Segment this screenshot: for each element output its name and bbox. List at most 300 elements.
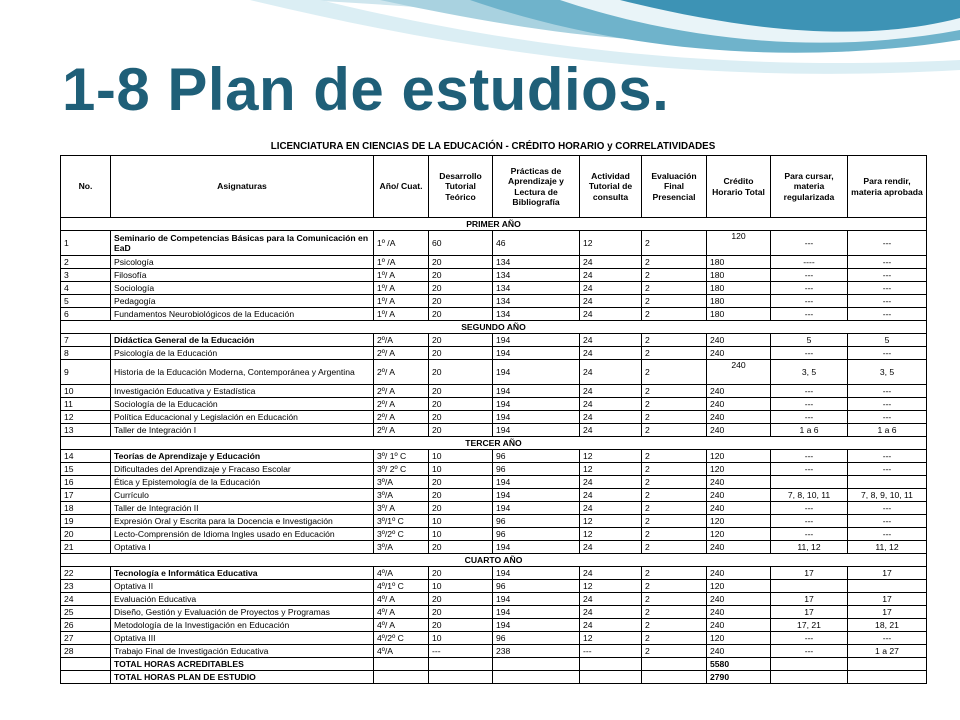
cell-actividad: 24 <box>580 424 642 437</box>
cell-asignatura: Tecnología e Informática Educativa <box>111 567 374 580</box>
cell-desarrollo: 20 <box>429 347 493 360</box>
cell-cursar: --- <box>771 515 848 528</box>
cell-anio: 3º/A <box>374 489 429 502</box>
cell-asignatura: Taller de Integración II <box>111 502 374 515</box>
cell-credito: 240 <box>707 502 771 515</box>
cell-actividad: 24 <box>580 295 642 308</box>
cell-desarrollo: 20 <box>429 334 493 347</box>
cell-rendir: --- <box>848 502 927 515</box>
cell-evaluacion: 2 <box>642 231 707 256</box>
cell-actividad: 12 <box>580 632 642 645</box>
cell-no: 14 <box>61 450 111 463</box>
cell-desarrollo: 20 <box>429 360 493 385</box>
cell-cursar: --- <box>771 231 848 256</box>
cell-asignatura: Pedagogía <box>111 295 374 308</box>
cell-asignatura: Historia de la Educación Moderna, Contemporánea y Argentina <box>111 360 374 385</box>
cell-no: 10 <box>61 385 111 398</box>
cell-evaluacion: 2 <box>642 295 707 308</box>
cell-cursar: --- <box>771 308 848 321</box>
table-row <box>61 385 927 398</box>
cell-no: 4 <box>61 282 111 295</box>
cell-cursar: 1 a 6 <box>771 424 848 437</box>
cell-no: 2 <box>61 256 111 269</box>
cell-practicas: 238 <box>493 645 580 658</box>
cell-asignatura: Filosofía <box>111 269 374 282</box>
cell-rendir: --- <box>848 515 927 528</box>
cell-cursar: --- <box>771 398 848 411</box>
cell-empty <box>642 671 707 684</box>
cell-actividad: 12 <box>580 580 642 593</box>
cell-asignatura: Optativa II <box>111 580 374 593</box>
cell-anio: 4º/ A <box>374 619 429 632</box>
section-label: TERCER AÑO <box>61 437 927 450</box>
cell-rendir: 1 a 6 <box>848 424 927 437</box>
cell-desarrollo: 20 <box>429 567 493 580</box>
cell-rendir: --- <box>848 385 927 398</box>
cell-cursar: --- <box>771 295 848 308</box>
cell-cursar <box>771 580 848 593</box>
cell-desarrollo: 20 <box>429 269 493 282</box>
cell-credito: 240 <box>707 619 771 632</box>
cell-practicas: 96 <box>493 632 580 645</box>
cell-anio: 3º/ 2º C <box>374 463 429 476</box>
cell-practicas: 96 <box>493 580 580 593</box>
cell-rendir: --- <box>848 632 927 645</box>
cell-cursar: --- <box>771 411 848 424</box>
cell-desarrollo: 20 <box>429 489 493 502</box>
cell-practicas: 134 <box>493 308 580 321</box>
cell-desarrollo: 20 <box>429 593 493 606</box>
cell-actividad: 24 <box>580 411 642 424</box>
cell-asignatura: Metodología de la Investigación en Educación <box>111 619 374 632</box>
table-title: LICENCIATURA EN CIENCIAS DE LA EDUCACIÓN - CRÉDITO HORARIO y CORRELATIVIDADES <box>270 141 716 152</box>
cell-no: 13 <box>61 424 111 437</box>
cell-empty <box>580 658 642 671</box>
cell-actividad: 24 <box>580 256 642 269</box>
cell-actividad: --- <box>580 645 642 658</box>
cell-desarrollo: 20 <box>429 385 493 398</box>
cell-credito: 240 <box>707 645 771 658</box>
cell-evaluacion: 2 <box>642 398 707 411</box>
table-row <box>61 269 927 282</box>
cell-rendir: --- <box>848 398 927 411</box>
cell-no: 19 <box>61 515 111 528</box>
cell-anio: 4º/1º C <box>374 580 429 593</box>
cell-practicas: 96 <box>493 450 580 463</box>
cell-no: 28 <box>61 645 111 658</box>
total-label: TOTAL HORAS PLAN DE ESTUDIO <box>111 671 374 684</box>
cell-empty <box>61 658 111 671</box>
cell-anio: 2º/ A <box>374 360 429 385</box>
cell-actividad: 24 <box>580 476 642 489</box>
cell-evaluacion: 2 <box>642 632 707 645</box>
cell-desarrollo: 20 <box>429 476 493 489</box>
cell-asignatura: Investigación Educativa y Estadística <box>111 385 374 398</box>
cell-anio: 1º/ A <box>374 308 429 321</box>
cell-desarrollo: 20 <box>429 308 493 321</box>
cell-anio: 4º/ A <box>374 606 429 619</box>
cell-practicas: 194 <box>493 541 580 554</box>
cell-practicas: 134 <box>493 256 580 269</box>
cell-desarrollo: 20 <box>429 398 493 411</box>
cell-evaluacion: 2 <box>642 347 707 360</box>
cell-cursar: 5 <box>771 334 848 347</box>
cell-no: 21 <box>61 541 111 554</box>
cell-cursar: --- <box>771 463 848 476</box>
cell-rendir: --- <box>848 463 927 476</box>
cell-actividad: 12 <box>580 231 642 256</box>
cell-evaluacion: 2 <box>642 282 707 295</box>
table-row <box>61 398 927 411</box>
header-desarrollo: Desarrollo Tutorial Teórico <box>429 156 493 218</box>
study-plan-table <box>60 155 927 684</box>
cell-no: 1 <box>61 231 111 256</box>
cell-credito: 120 <box>707 515 771 528</box>
table-row <box>61 463 927 476</box>
cell-anio: 2º/ A <box>374 411 429 424</box>
cell-credito: 120 <box>707 450 771 463</box>
cell-desarrollo: 20 <box>429 424 493 437</box>
table-row <box>61 476 927 489</box>
cell-actividad: 24 <box>580 360 642 385</box>
total-value: 2790 <box>707 671 771 684</box>
cell-practicas: 194 <box>493 334 580 347</box>
cell-anio: 4º/A <box>374 645 429 658</box>
cell-actividad: 24 <box>580 269 642 282</box>
cell-no: 15 <box>61 463 111 476</box>
cell-asignatura: Didáctica General de la Educación <box>111 334 374 347</box>
cell-rendir: --- <box>848 411 927 424</box>
cell-credito: 120 <box>707 528 771 541</box>
cell-practicas: 194 <box>493 619 580 632</box>
cell-no: 26 <box>61 619 111 632</box>
cell-asignatura: Política Educacional y Legislación en Educación <box>111 411 374 424</box>
table-row <box>61 256 927 269</box>
cell-rendir: --- <box>848 256 927 269</box>
study-plan-document <box>58 138 928 690</box>
table-row <box>61 411 927 424</box>
cell-anio: 1º /A <box>374 231 429 256</box>
cell-desarrollo: 20 <box>429 619 493 632</box>
cell-cursar: --- <box>771 347 848 360</box>
cell-desarrollo: 20 <box>429 606 493 619</box>
cell-credito: 120 <box>707 463 771 476</box>
cell-actividad: 24 <box>580 567 642 580</box>
cell-anio: 3º/2º C <box>374 528 429 541</box>
cell-empty <box>848 671 927 684</box>
cell-practicas: 194 <box>493 502 580 515</box>
table-row <box>61 347 927 360</box>
cell-cursar: --- <box>771 528 848 541</box>
cell-practicas: 194 <box>493 476 580 489</box>
cell-credito: 180 <box>707 282 771 295</box>
table-row <box>61 424 927 437</box>
header-cursar: Para cursar, materia regularizada <box>771 156 848 218</box>
cell-evaluacion: 2 <box>642 619 707 632</box>
cell-rendir: 5 <box>848 334 927 347</box>
cell-cursar: --- <box>771 269 848 282</box>
cell-practicas: 194 <box>493 398 580 411</box>
table-row <box>61 450 927 463</box>
header-no: No. <box>61 156 111 218</box>
cell-actividad: 24 <box>580 619 642 632</box>
cell-desarrollo: 10 <box>429 450 493 463</box>
cell-credito: 240 <box>707 567 771 580</box>
cell-empty <box>493 658 580 671</box>
cell-anio: 3º/1º C <box>374 515 429 528</box>
cell-desarrollo: 20 <box>429 541 493 554</box>
cell-desarrollo: --- <box>429 645 493 658</box>
cell-evaluacion: 2 <box>642 385 707 398</box>
section-label: PRIMER AÑO <box>61 218 927 231</box>
cell-empty <box>771 671 848 684</box>
header-asignaturas: Asignaturas <box>111 156 374 218</box>
cell-credito: 240 <box>707 347 771 360</box>
table-row <box>61 515 927 528</box>
cell-practicas: 134 <box>493 269 580 282</box>
cell-asignatura: Sociología de la Educación <box>111 398 374 411</box>
cell-rendir: --- <box>848 450 927 463</box>
cell-actividad: 24 <box>580 347 642 360</box>
table-row <box>61 334 927 347</box>
cell-credito: 240 <box>707 541 771 554</box>
cell-evaluacion: 2 <box>642 450 707 463</box>
header-rendir: Para rendir, materia aprobada <box>848 156 927 218</box>
cell-anio: 1º/ A <box>374 295 429 308</box>
cell-no: 17 <box>61 489 111 502</box>
table-row <box>61 360 927 385</box>
cell-desarrollo: 20 <box>429 282 493 295</box>
section-row <box>61 554 927 567</box>
cell-asignatura: Teorías de Aprendizaje y Educación <box>111 450 374 463</box>
cell-rendir: 3, 5 <box>848 360 927 385</box>
cell-evaluacion: 2 <box>642 476 707 489</box>
cell-actividad: 12 <box>580 528 642 541</box>
cell-anio: 4º/ A <box>374 593 429 606</box>
cell-empty <box>374 658 429 671</box>
cell-credito: 240 <box>707 476 771 489</box>
cell-practicas: 194 <box>493 593 580 606</box>
cell-credito: 240 <box>707 360 771 385</box>
header-credito: Crédito Horario Total <box>707 156 771 218</box>
cell-cursar: 11, 12 <box>771 541 848 554</box>
cell-actividad: 24 <box>580 308 642 321</box>
cell-no: 8 <box>61 347 111 360</box>
cell-empty <box>580 671 642 684</box>
cell-cursar: 17 <box>771 593 848 606</box>
cell-anio: 2º/ A <box>374 385 429 398</box>
cell-desarrollo: 20 <box>429 502 493 515</box>
cell-rendir: --- <box>848 295 927 308</box>
cell-rendir: 11, 12 <box>848 541 927 554</box>
cell-rendir: --- <box>848 282 927 295</box>
header-anio: Año/ Cuat. <box>374 156 429 218</box>
cell-practicas: 134 <box>493 282 580 295</box>
cell-anio: 3º/ A <box>374 502 429 515</box>
cell-asignatura: Dificultades del Aprendizaje y Fracaso Escolar <box>111 463 374 476</box>
cell-rendir <box>848 476 927 489</box>
cell-desarrollo: 20 <box>429 295 493 308</box>
cell-actividad: 24 <box>580 334 642 347</box>
cell-practicas: 194 <box>493 606 580 619</box>
cell-cursar: 17, 21 <box>771 619 848 632</box>
cell-no: 6 <box>61 308 111 321</box>
cell-evaluacion: 2 <box>642 256 707 269</box>
header-practicas: Prácticas de Aprendizaje y Lectura de Bibliografía <box>493 156 580 218</box>
cell-evaluacion: 2 <box>642 541 707 554</box>
cell-practicas: 194 <box>493 385 580 398</box>
cell-cursar <box>771 476 848 489</box>
header-actividad: Actividad Tutorial de consulta <box>580 156 642 218</box>
cell-no: 27 <box>61 632 111 645</box>
cell-rendir: --- <box>848 308 927 321</box>
cell-actividad: 24 <box>580 606 642 619</box>
cell-empty <box>493 671 580 684</box>
cell-asignatura: Ética y Epistemología de la Educación <box>111 476 374 489</box>
cell-credito: 180 <box>707 256 771 269</box>
cell-rendir: 17 <box>848 593 927 606</box>
cell-asignatura: Seminario de Competencias Básicas para la Comunicación en EaD <box>111 231 374 256</box>
cell-asignatura: Fundamentos Neurobiológicos de la Educación <box>111 308 374 321</box>
cell-anio: 2º/ A <box>374 424 429 437</box>
cell-rendir: --- <box>848 528 927 541</box>
cell-empty <box>771 658 848 671</box>
cell-credito: 120 <box>707 580 771 593</box>
cell-practicas: 96 <box>493 515 580 528</box>
cell-evaluacion: 2 <box>642 645 707 658</box>
cell-evaluacion: 2 <box>642 334 707 347</box>
cell-no: 25 <box>61 606 111 619</box>
cell-cursar: --- <box>771 385 848 398</box>
cell-empty <box>848 658 927 671</box>
cell-practicas: 194 <box>493 360 580 385</box>
table-row <box>61 282 927 295</box>
table-row <box>61 231 927 256</box>
cell-credito: 180 <box>707 269 771 282</box>
cell-rendir: 1 a 27 <box>848 645 927 658</box>
table-body <box>61 156 927 684</box>
cell-credito: 240 <box>707 411 771 424</box>
cell-anio: 2º/A <box>374 334 429 347</box>
cell-practicas: 194 <box>493 489 580 502</box>
cell-evaluacion: 2 <box>642 463 707 476</box>
table-row <box>61 502 927 515</box>
cell-credito: 120 <box>707 632 771 645</box>
cell-anio: 1º/ A <box>374 269 429 282</box>
cell-cursar: --- <box>771 502 848 515</box>
cell-no: 18 <box>61 502 111 515</box>
cell-actividad: 24 <box>580 502 642 515</box>
cell-anio: 4º/2º C <box>374 632 429 645</box>
cell-evaluacion: 2 <box>642 567 707 580</box>
cell-actividad: 12 <box>580 463 642 476</box>
cell-rendir: 17 <box>848 567 927 580</box>
cell-practicas: 194 <box>493 567 580 580</box>
cell-evaluacion: 2 <box>642 580 707 593</box>
total-value: 5580 <box>707 658 771 671</box>
cell-evaluacion: 2 <box>642 593 707 606</box>
cell-rendir: 17 <box>848 606 927 619</box>
cell-cursar: 17 <box>771 567 848 580</box>
cell-practicas: 96 <box>493 463 580 476</box>
cell-desarrollo: 10 <box>429 580 493 593</box>
cell-rendir: --- <box>848 347 927 360</box>
table-row <box>61 528 927 541</box>
header-evaluacion: Evaluación Final Presencial <box>642 156 707 218</box>
cell-credito: 240 <box>707 489 771 502</box>
cell-anio: 2º/ A <box>374 398 429 411</box>
total-label: TOTAL HORAS ACREDITABLES <box>111 658 374 671</box>
cell-no: 9 <box>61 360 111 385</box>
cell-desarrollo: 20 <box>429 256 493 269</box>
cell-practicas: 96 <box>493 528 580 541</box>
cell-rendir: --- <box>848 231 927 256</box>
section-row <box>61 218 927 231</box>
cell-cursar: 7, 8, 10, 11 <box>771 489 848 502</box>
cell-no: 7 <box>61 334 111 347</box>
table-row <box>61 308 927 321</box>
cell-cursar: 3, 5 <box>771 360 848 385</box>
cell-empty <box>374 671 429 684</box>
cell-rendir <box>848 580 927 593</box>
cell-asignatura: Lecto-Comprensión de Idioma Ingles usado en Educación <box>111 528 374 541</box>
cell-desarrollo: 60 <box>429 231 493 256</box>
cell-cursar: --- <box>771 450 848 463</box>
cell-asignatura: Expresión Oral y Escrita para la Docencia e Investigación <box>111 515 374 528</box>
table-row <box>61 632 927 645</box>
cell-anio: 3º/A <box>374 541 429 554</box>
cell-desarrollo: 10 <box>429 528 493 541</box>
cell-practicas: 194 <box>493 424 580 437</box>
cell-practicas: 194 <box>493 411 580 424</box>
cell-evaluacion: 2 <box>642 308 707 321</box>
cell-empty <box>642 658 707 671</box>
cell-empty <box>61 671 111 684</box>
cell-anio: 1º /A <box>374 256 429 269</box>
cell-anio: 3º/A <box>374 476 429 489</box>
cell-no: 23 <box>61 580 111 593</box>
cell-evaluacion: 2 <box>642 411 707 424</box>
cell-credito: 180 <box>707 308 771 321</box>
cell-anio: 4º/A <box>374 567 429 580</box>
cell-evaluacion: 2 <box>642 515 707 528</box>
cell-credito: 240 <box>707 385 771 398</box>
cell-actividad: 24 <box>580 385 642 398</box>
cell-credito: 180 <box>707 295 771 308</box>
cell-rendir: 18, 21 <box>848 619 927 632</box>
cell-no: 3 <box>61 269 111 282</box>
cell-cursar: 17 <box>771 606 848 619</box>
cell-credito: 240 <box>707 606 771 619</box>
cell-anio: 3º/ 1º C <box>374 450 429 463</box>
cell-actividad: 12 <box>580 450 642 463</box>
cell-actividad: 24 <box>580 282 642 295</box>
cell-credito: 240 <box>707 424 771 437</box>
cell-empty <box>429 658 493 671</box>
table-row <box>61 567 927 580</box>
cell-no: 22 <box>61 567 111 580</box>
table-row <box>61 606 927 619</box>
slide-title: 1-8 Plan de estudios. <box>62 56 670 123</box>
cell-actividad: 24 <box>580 489 642 502</box>
cell-practicas: 134 <box>493 295 580 308</box>
table-row <box>61 295 927 308</box>
cell-asignatura: Currículo <box>111 489 374 502</box>
cell-desarrollo: 10 <box>429 632 493 645</box>
total-plan-row <box>61 671 927 684</box>
cell-evaluacion: 2 <box>642 269 707 282</box>
cell-asignatura: Psicología <box>111 256 374 269</box>
